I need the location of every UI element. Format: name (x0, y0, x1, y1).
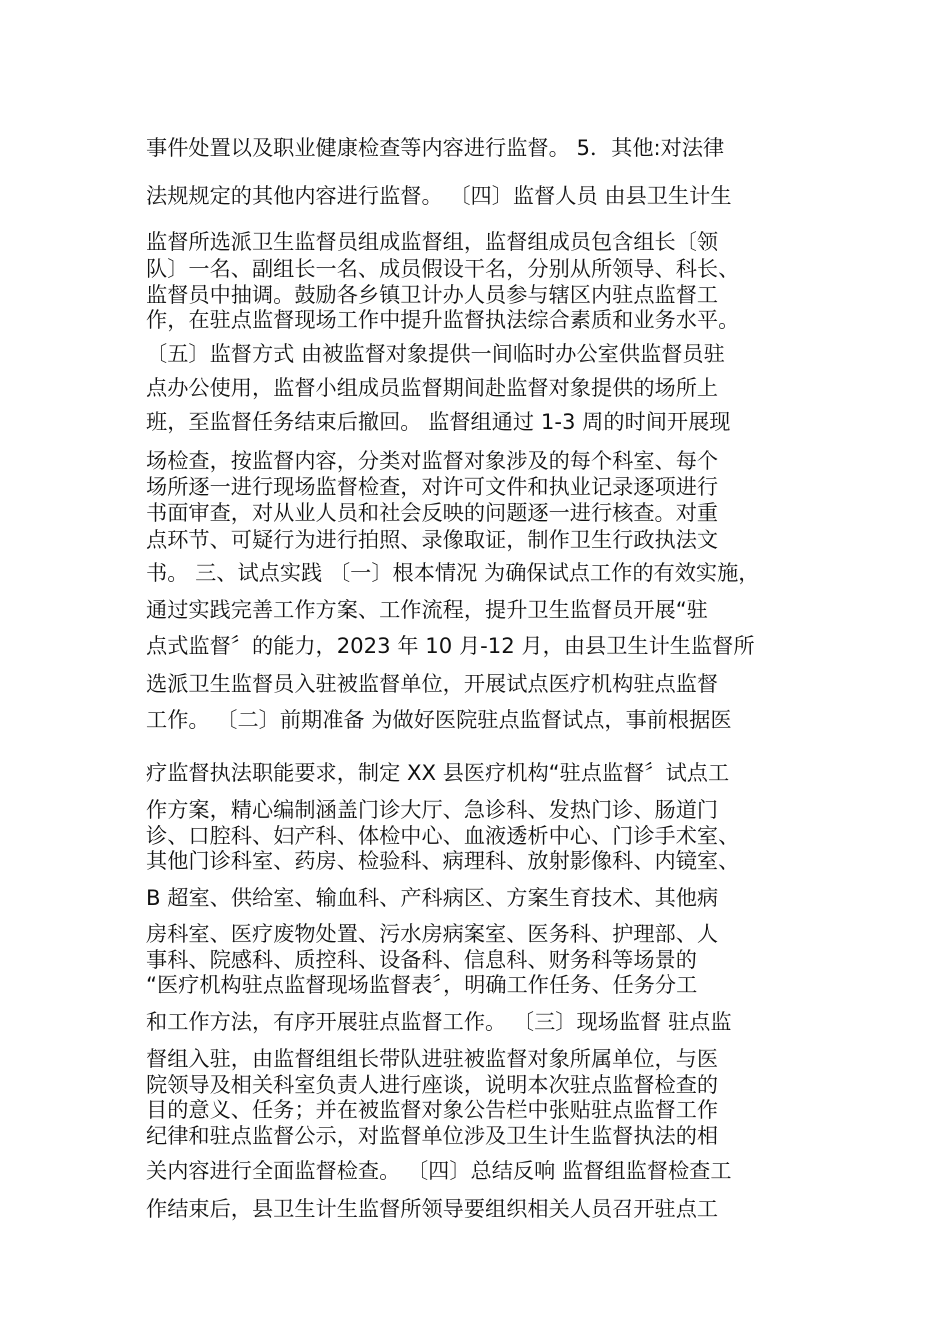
text-line: 〔五〕监督方式 由被监督对象提供一间临时办公室供监督员驻 (146, 341, 725, 366)
text-line: 房科室、医疗废物处置、污水房病案室、医务科、护理部、人 (146, 921, 719, 946)
text-line: 书。 三、试点实践 〔一〕根本情况 为确保试点工作的有效实施， (146, 560, 760, 585)
text-line: 监督员中抽调。鼓励各乡镇卫计办人员参与辖区内驻点监督工 (146, 282, 719, 307)
text-line: 监督所选派卫生监督员组成监督组，监督组成员包含组长〔领 (146, 229, 719, 254)
text-line: 队〕一名、副组长一名、成员假设干名，分别从所领导、科长、 (146, 256, 740, 281)
text-line: 场所逐一进行现场监督检查，对许可文件和执业记录逐项进行 (146, 474, 719, 499)
text-line: 事科、院感科、质控科、设备科、信息科、财务科等场景的 (146, 947, 697, 972)
text-line: 作，在驻点监督现场工作中提升监督执法综合素质和业务水平。 (146, 307, 740, 332)
text-line: 书面审查，对从业人员和社会反映的问题逐一进行核查。对重 (146, 500, 719, 525)
text-line: 院领导及相关科室负责人进行座谈，说明本次驻点监督检查的 (146, 1072, 719, 1097)
text-line: 督组入驻，由监督组组长带队进驻被监督对象所属单位，与医 (146, 1046, 719, 1071)
text-line: 通过实践完善工作方案、工作流程，提升卫生监督员开展“驻 (146, 597, 708, 622)
text-line: 事件处置以及职业健康检查等内容进行监督。 5．其他:对法律 (146, 135, 725, 160)
text-line: 诊、口腔科、妇产科、体检中心、血液透析中心、门诊手术室、 (146, 823, 740, 848)
text-line: 目的意义、任务；并在被监督对象公告栏中张贴驻点监督工作 (146, 1097, 719, 1122)
text-line: “医疗机构驻点监督现场监督表〞，明确工作任务、任务分工 (146, 972, 698, 997)
text-line: 工作。 〔二〕前期准备 为做好医院驻点监督试点，事前根据医 (146, 707, 732, 732)
text-line: 班，至监督任务结束后撤回。 监督组通过 1-3 周的时间开展现 (146, 409, 731, 434)
text-line: 点办公使用，监督小组成员监督期间赴监督对象提供的场所上 (146, 375, 719, 400)
text-line: 纪律和驻点监督公示，对监督单位涉及卫生计生监督执法的相 (146, 1123, 719, 1148)
text-line: 点环节、可疑行为进行拍照、录像取证，制作卫生行政执法文 (146, 527, 719, 552)
text-line: 疗监督执法职能要求，制定 XX 县医疗机构“驻点监督〞试点工 (146, 760, 730, 785)
text-line: 选派卫生监督员入驻被监督单位，开展试点医疗机构驻点监督 (146, 671, 719, 696)
text-line: 和工作方法，有序开展驻点监督工作。 〔三〕现场监督 驻点监 (146, 1009, 732, 1034)
text-line: 关内容进行全面监督检查。 〔四〕总结反响 监督组监督检查工 (146, 1158, 732, 1183)
text-line: 点式监督〞的能力，2023 年 10 月-12 月，由县卫生计生监督所 (146, 633, 755, 658)
text-line: 法规规定的其他内容进行监督。 〔四〕监督人员 由县卫生计生 (146, 183, 732, 208)
text-line: 作结束后，县卫生计生监督所领导要组织相关人员召开驻点工 (146, 1196, 719, 1221)
text-line: 场检查，按监督内容，分类对监督对象涉及的每个科室、每个 (146, 448, 719, 473)
text-line: 作方案，精心编制涵盖门诊大厅、急诊科、发热门诊、肠道门 (146, 797, 719, 822)
text-line: 其他门诊科室、药房、检验科、病理科、放射影像科、内镜室、 (146, 848, 740, 873)
text-line: B 超室、供给室、输血科、产科病区、方案生育技术、其他病 (146, 885, 719, 910)
